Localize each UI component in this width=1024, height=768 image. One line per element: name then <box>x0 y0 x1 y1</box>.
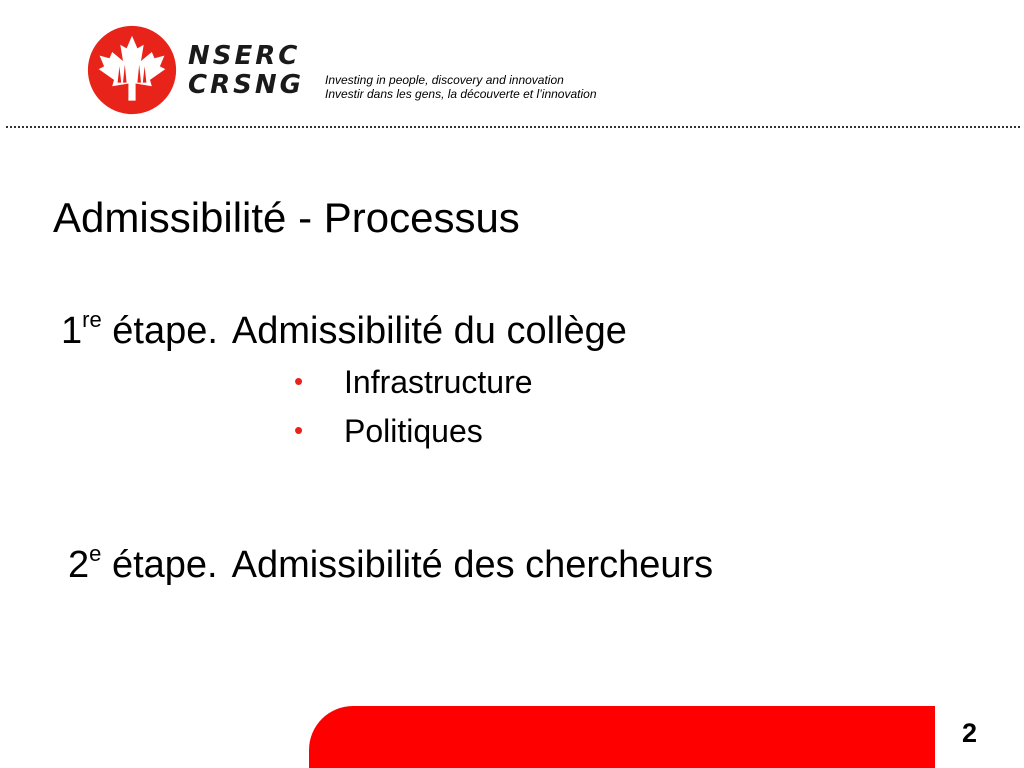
bullet-icon: • <box>294 415 304 445</box>
tagline-french: Investir dans les gens, la découverte et l’innovation <box>325 87 597 101</box>
step-2-text: Admissibilité des chercheurs <box>231 544 714 586</box>
step-1-label: étape. <box>112 310 218 352</box>
footer-bar <box>309 706 935 768</box>
bullet-item-politiques <box>294 411 483 450</box>
page-number: 2 <box>962 718 978 748</box>
step-2-label: étape. <box>111 544 218 586</box>
step-2-ordinal-suffix: e <box>89 541 102 566</box>
step-1 <box>61 309 627 358</box>
step-1-ordinal-suffix: re <box>82 307 102 332</box>
logo-line-crsng: CRSNG <box>188 70 304 100</box>
bullet-text: Politiques <box>344 413 483 449</box>
logo-line-nserc: NSERC <box>188 41 301 71</box>
step-2 <box>68 543 713 592</box>
maple-leaf-icon <box>87 25 177 115</box>
tagline-english: Investing in people, discovery and innovation <box>325 73 564 87</box>
bullet-icon: • <box>294 366 304 396</box>
step-1-number: 1 <box>61 310 83 352</box>
bullet-item-infrastructure <box>294 362 533 401</box>
tagline <box>325 73 597 101</box>
logo-wordmark <box>188 42 304 100</box>
slide-title: Admissibilité - Processus <box>53 194 520 241</box>
bullet-text: Infrastructure <box>344 364 533 400</box>
header-divider <box>6 126 1020 128</box>
step-1-text: Admissibilité du collège <box>231 310 627 352</box>
step-2-number: 2 <box>68 544 90 586</box>
